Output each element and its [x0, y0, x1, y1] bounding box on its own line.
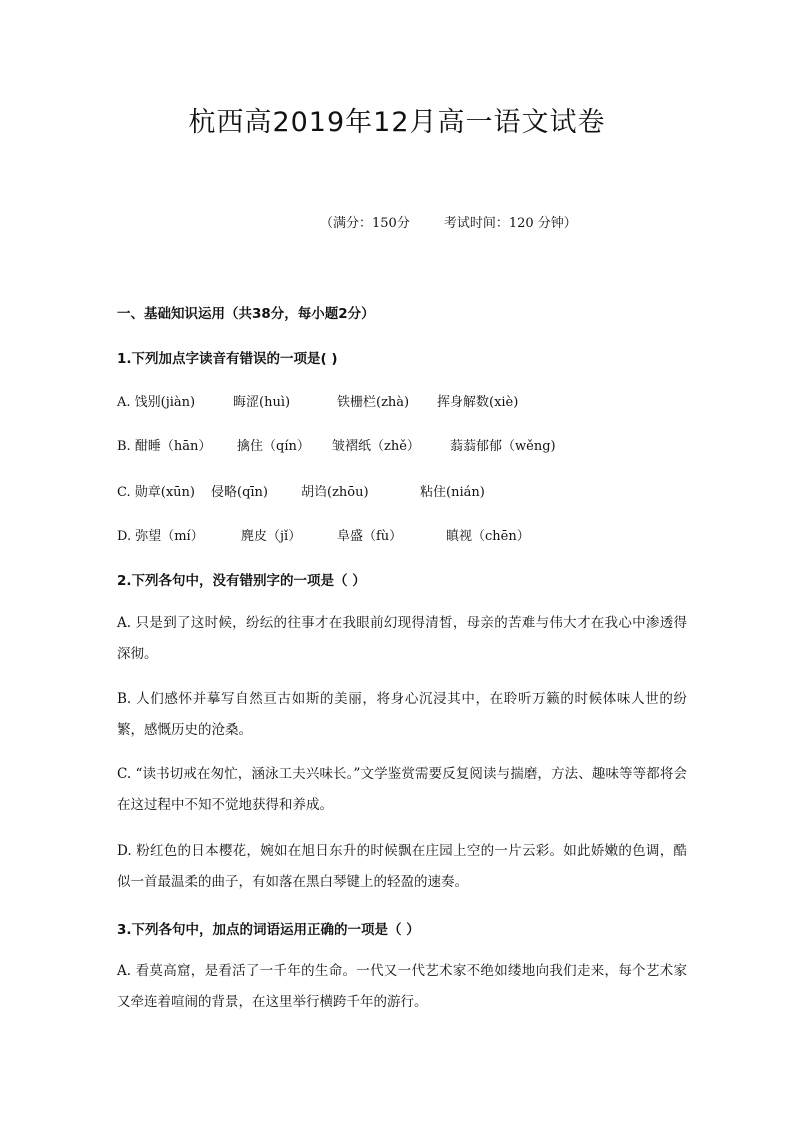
question-2-option-b: B. 人们感怀并摹写自然亘古如斯的美丽，将身心沉浸其中，在聆听万籁的时候体味人世的纷繁，感慨历史的沧桑。 [117, 691, 687, 738]
exam-meta [320, 212, 577, 231]
section-heading: 一、基础知识运用（共38分，每小题2分） [117, 306, 375, 322]
option-item: 瞋视（chēn） [446, 529, 530, 544]
option-item: 晦涩(huì) [233, 395, 291, 410]
question-2-option-c: C. “读书切戒在匆忙，涵泳工夫兴味长。”文学鉴赏需要反复阅读与揣磨，方法、趣味等等都将会在这过程中不知不觉地获得和养成。 [117, 766, 687, 813]
option-item: 粘住(nián) [420, 485, 485, 500]
page-title: 杭西高2019年12月高一语文试卷 [188, 107, 606, 138]
full-score: （满分：150分 [320, 216, 410, 231]
option-item: 侵略(qīn) [211, 485, 268, 500]
question-1-stem: 1.下列加点字读音有错误的一项是( ) [117, 351, 338, 367]
option-item: 挥身解数(xiè) [437, 395, 519, 410]
option-item: 擒住（qín） [237, 439, 310, 454]
question-2-stem: 2.下列各句中，没有错别字的一项是（ ） [117, 573, 366, 589]
option-item: 铁栅栏(zhà) [337, 395, 410, 410]
question-1-option-d [117, 525, 677, 545]
option-item: 蓊蓊郁郁（wěng) [450, 439, 556, 454]
exam-time: 考试时间：120 分钟） [443, 216, 577, 231]
option-item: C. 勋章(xūn) [117, 485, 195, 500]
option-item: 阜盛（fù） [337, 529, 403, 544]
question-2-option-a: A. 只是到了这时候，纷纭的往事才在我眼前幻现得清皙，母亲的苦难与伟大才在我心中渗透得深彻。 [117, 615, 687, 662]
question-1-option-a [117, 391, 677, 411]
option-item: A. 饯别(jiàn) [117, 395, 196, 410]
option-item: 麂皮（jǐ） [241, 529, 302, 544]
option-item: 胡诌(zhōu) [301, 485, 369, 500]
question-1-option-c [117, 481, 677, 501]
option-item: D. 弥望（mí） [117, 529, 204, 544]
question-2-option-d: D. 粉红色的日本樱花，婉如在旭日东升的时候飘在庄园上空的一片云彩。如此娇嫩的色调，酷似一首最温柔的曲子，有如落在黑白琴键上的轻盈的速奏。 [117, 843, 687, 890]
option-item: 皱褶纸（zhě） [332, 439, 420, 454]
option-item: B. 酣睡（hān） [117, 439, 212, 454]
question-3-option-a: A. 看莫高窟，是看活了一千年的生命。一代又一代艺术家不绝如缕地向我们走来，每个艺术家又牵连着喧闹的背景，在这里举行横跨千年的游行。 [117, 963, 687, 1010]
question-1-option-b [117, 435, 677, 455]
question-3-stem: 3.下列各句中，加点的词语运用正确的一项是（ ） [117, 922, 420, 938]
